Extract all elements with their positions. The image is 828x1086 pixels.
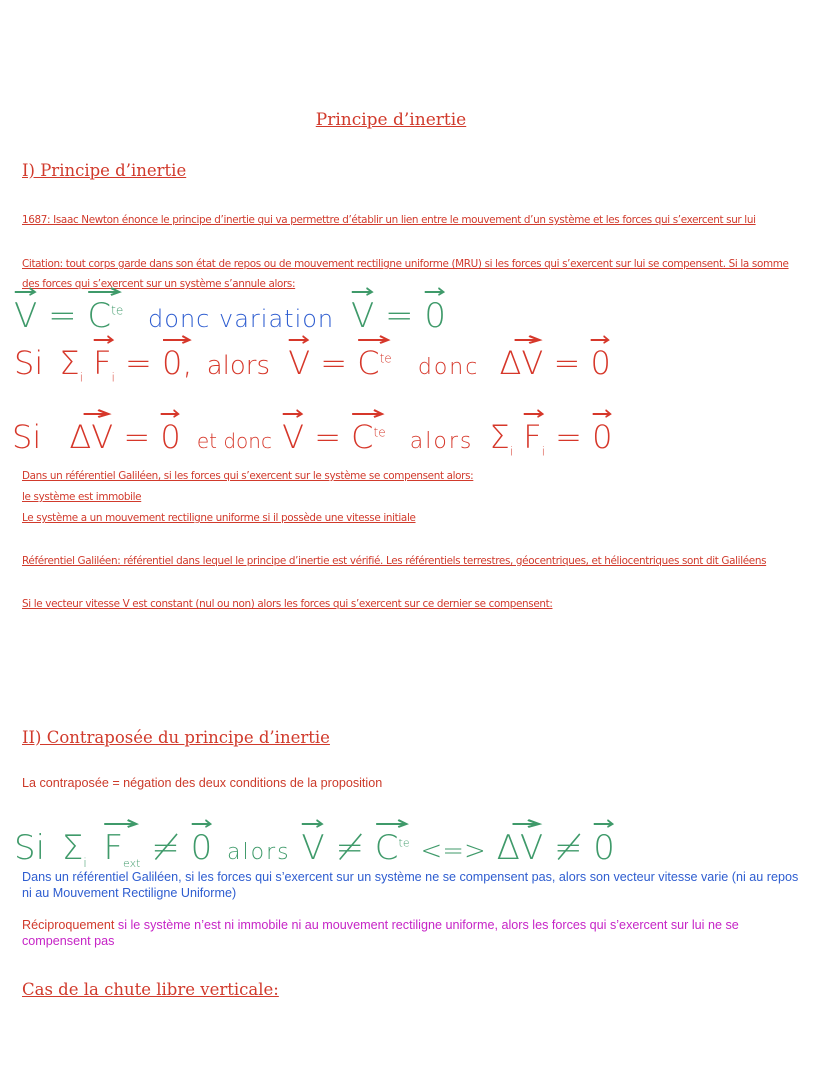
handwritten-contrapositive: Si $\Sigma_i$ $F_{ext}$ ≠ 0 alors V ≠ $C^{te}$ <=> ΔV ≠ 0 [14, 828, 615, 870]
constant-velocity-note: Si le vecteur vitesse V est constant (nul ou non) alors les forces qui s’exercent sur ce dernier se compensent: [22, 598, 553, 610]
page-title: Principe d’inertie [315, 110, 467, 130]
handwritten-equation-2: Si $\Sigma_i$ $F_i$ = 0, alors V = $C^{te}$ donc ΔV = 0 [14, 344, 611, 384]
reciprocal-word: Réciproquement [22, 918, 115, 932]
handwritten-equation-1: V = $C^{te}$ donc variation V = 0 [14, 296, 446, 336]
galilean-line-3: Le système a un mouvement rectiligne uniforme si il possède une vitesse initiale [22, 512, 416, 524]
galilean-definition: Référentiel Galiléen: référentiel dans lequel le principe d’inertie est vérifié. Les référentiels terrestres, géocentriques, et héliocentriques sont dit Galiléens [22, 555, 767, 567]
galilean-line-2: le système est immobile [22, 491, 142, 503]
reciprocal-text: si le système n’est ni immobile ni au mouvement rectiligne uniforme, alors les forces qui s’exercent sur lui ne se compensent pas [22, 918, 739, 948]
contrapositive-definition: La contraposée = négation des deux conditions de la proposition [22, 776, 383, 790]
section-heading-2: II) Contraposée du principe d’inertie [22, 728, 330, 747]
vector-v: V [14, 296, 37, 336]
reciprocal-statement [22, 917, 807, 949]
contrapositive-statement: Dans un référentiel Galiléen, si les forces qui s’exercent sur un système ne se compensent pas, alors son vecteur vitesse varie (ni au repos ni au Mouvement Rectiligne Uniforme) [22, 870, 799, 900]
galilean-line-1: Dans un référentiel Galiléen, si les forces qui s’exercent sur le système se compensent alors: [22, 470, 474, 482]
citation-line-1: Citation: tout corps garde dans son état de repos ou de mouvement rectiligne uniforme (MRU) si les forces qui s’exercent sur lui se compensent. Si la somme [22, 258, 789, 270]
handwritten-equation-3: Si ΔV = 0 et donc V = $C^{te}$ alors $\Sigma_i$ $F_i$ = 0 [12, 418, 613, 458]
intro-note: 1687: Isaac Newton énonce le principe d’inertie qui va permettre d’établir un lien entre le mouvement d’un système et les forces qui s’exercent sur lui [22, 214, 756, 226]
section-heading-3: Cas de la chute libre verticale: [22, 980, 279, 999]
section-heading-1: I) Principe d’inertie [22, 161, 187, 180]
citation-line-2: des forces qui s’exercent sur un système s’annule alors: [22, 278, 296, 290]
